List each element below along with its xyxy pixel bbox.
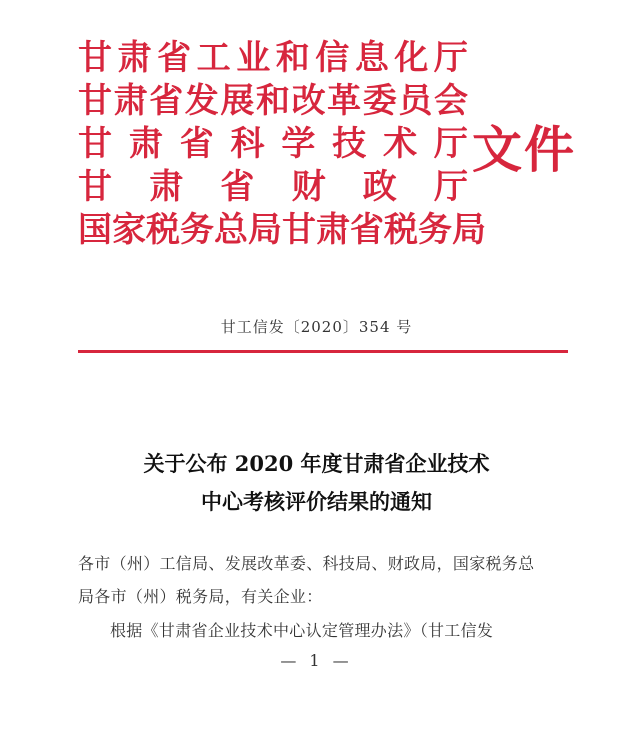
body-paragraph-line: 根据《甘肃省企业技术中心认定管理办法》（甘工信发: [110, 621, 494, 640]
issuer-line: 甘 肃 省 财 政 厅: [78, 167, 468, 207]
document-type-label: 文件: [472, 121, 576, 179]
issuer-line: 甘 肃 省 科 学 技 术 厅: [78, 124, 468, 164]
red-divider: [78, 350, 568, 353]
body-paragraph-line: 各市（州）工信局、发展改革委、科技局、财政局，国家税务总: [78, 554, 535, 573]
issuer-line: 甘 肃 省 工 业 和 信 息 化 厅: [78, 38, 468, 78]
page-number: — 1 —: [280, 651, 353, 670]
document-title-line-1: 关于公布 2020 年度甘肃省企业技术: [143, 451, 490, 476]
document-number: 甘工信发〔2020〕354 号: [220, 318, 413, 336]
body-paragraph-line: 局各市（州）税务局，有关企业：: [78, 587, 323, 606]
issuer-line: 国 家 税 务 总 局 甘 肃 省 税 务 局: [78, 210, 486, 250]
issuing-agencies: [78, 37, 486, 252]
document-title-line-2: 中心考核评价结果的通知: [201, 489, 432, 514]
issuer-line: 甘 肃 省 发 展 和 改 革 委 员 会: [78, 81, 468, 121]
